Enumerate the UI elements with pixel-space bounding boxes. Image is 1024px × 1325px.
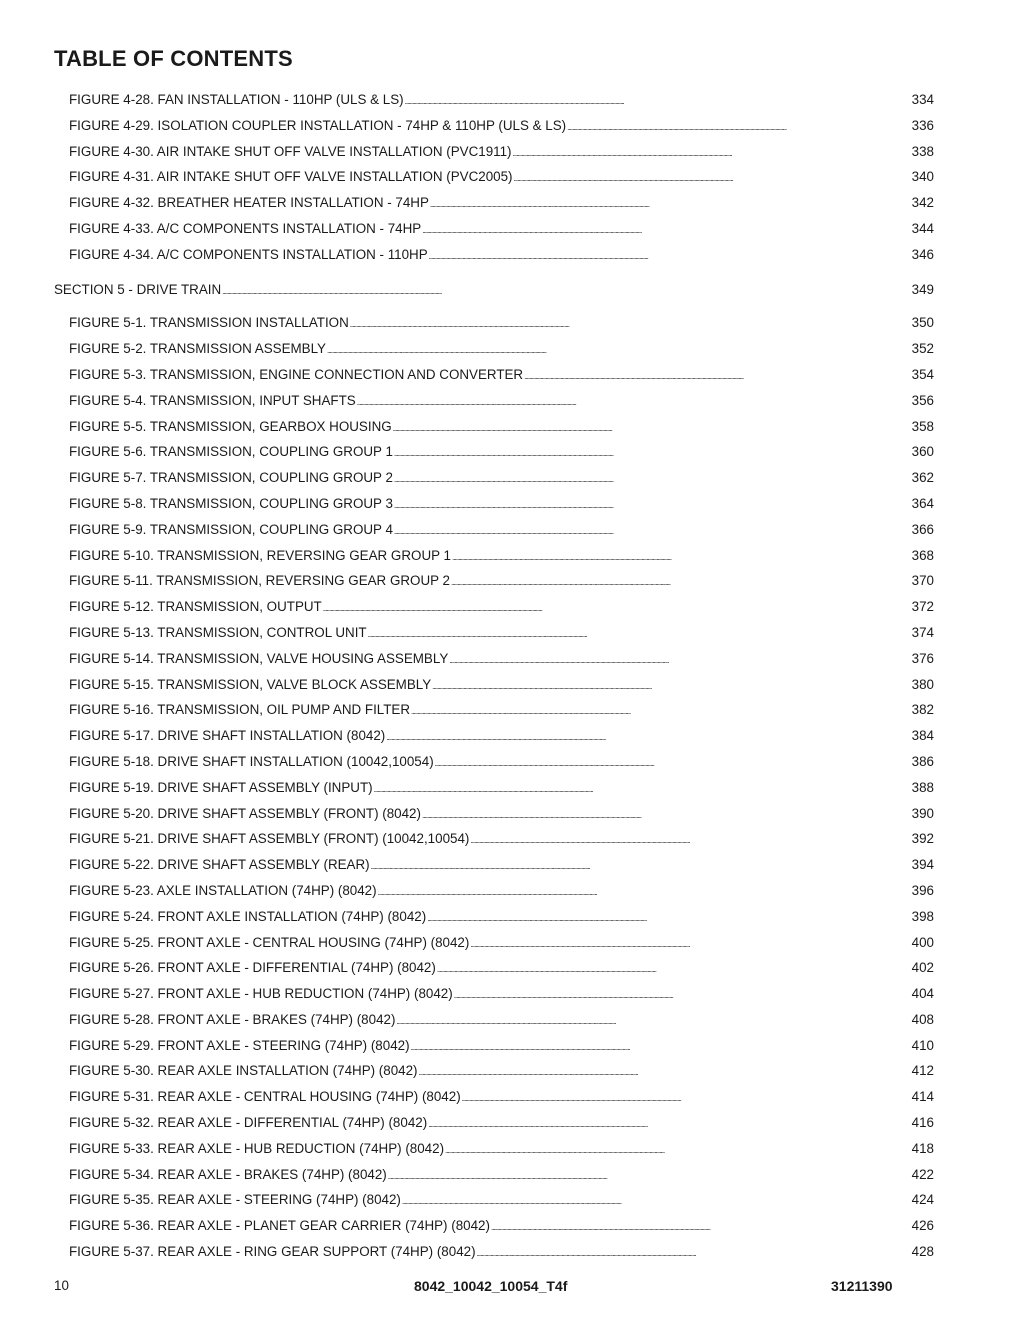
toc-entry-label: FIGURE 5-2. TRANSMISSION ASSEMBLY bbox=[69, 341, 326, 357]
toc-dot-leader bbox=[422, 801, 911, 827]
toc-entry-label: FIGURE 4-33. A/C COMPONENTS INSTALLATION - 74HP bbox=[69, 220, 422, 236]
toc-entry-label: FIGURE 5-31. REAR AXLE - CENTRAL HOUSING (74HP) (8042) bbox=[69, 1089, 461, 1105]
toc-figure-entry[interactable] bbox=[54, 801, 934, 827]
toc-dot-leader bbox=[514, 164, 911, 190]
toc-entry-page: 370 bbox=[911, 573, 934, 589]
toc-dot-leader bbox=[394, 439, 911, 465]
toc-dot-leader bbox=[393, 414, 911, 440]
toc-figure-entry[interactable] bbox=[54, 904, 934, 930]
toc-figure-entry[interactable] bbox=[54, 517, 934, 543]
toc-entry-label: FIGURE 5-23. AXLE INSTALLATION (74HP) (8042) bbox=[69, 882, 377, 898]
toc-figure-entry[interactable] bbox=[54, 775, 934, 801]
toc-dot-leader bbox=[470, 930, 910, 956]
toc-entry-page: 380 bbox=[911, 676, 934, 692]
toc-entry-label: FIGURE 5-32. REAR AXLE - DIFFERENTIAL (74HP) (8042) bbox=[69, 1115, 428, 1131]
toc-dot-leader bbox=[368, 620, 911, 646]
toc-entry-page: 398 bbox=[911, 908, 934, 924]
toc-entry-page: 372 bbox=[911, 599, 934, 615]
toc-figure-entry[interactable] bbox=[54, 439, 934, 465]
toc-entry-label: FIGURE 5-15. TRANSMISSION, VALVE BLOCK ASSEMBLY bbox=[69, 676, 432, 692]
toc-entry-label: FIGURE 5-37. REAR AXLE - RING GEAR SUPPORT (74HP) (8042) bbox=[69, 1244, 476, 1260]
toc-dot-leader bbox=[477, 1239, 911, 1265]
toc-entry-label: FIGURE 5-19. DRIVE SHAFT ASSEMBLY (INPUT) bbox=[69, 779, 373, 795]
toc-dot-leader bbox=[350, 310, 911, 336]
page-title: TABLE OF CONTENTS bbox=[54, 46, 293, 71]
toc-entry-page: 394 bbox=[911, 857, 934, 873]
toc-dot-leader bbox=[411, 1033, 911, 1059]
toc-dot-leader bbox=[470, 826, 910, 852]
toc-entry-page: 384 bbox=[911, 728, 934, 744]
toc-entry-label: FIGURE 5-4. TRANSMISSION, INPUT SHAFTS bbox=[69, 392, 356, 408]
toc-figure-entry[interactable] bbox=[54, 543, 934, 569]
toc-entry-label: FIGURE 5-10. TRANSMISSION, REVERSING GEAR GROUP 1 bbox=[69, 547, 451, 563]
toc-figure-entry[interactable] bbox=[54, 1213, 934, 1239]
toc-figure-entry[interactable] bbox=[54, 465, 934, 491]
toc-entry-page: 376 bbox=[911, 650, 934, 666]
toc-entry-label: FIGURE 5-17. DRIVE SHAFT INSTALLATION (8042) bbox=[69, 728, 386, 744]
toc-dot-leader bbox=[428, 1110, 910, 1136]
toc-dot-leader bbox=[427, 904, 910, 930]
toc-entry-page: 396 bbox=[911, 882, 934, 898]
toc-dot-leader bbox=[411, 697, 911, 723]
toc-figure-entry[interactable] bbox=[54, 310, 934, 336]
toc-entry-label: FIGURE 5-14. TRANSMISSION, VALVE HOUSING ASSEMBLY bbox=[69, 650, 449, 666]
toc-dot-leader bbox=[429, 242, 911, 268]
footer-doc-code: 31211390 bbox=[831, 1278, 893, 1294]
footer-page-number: 10 bbox=[54, 1278, 69, 1293]
toc-figure-entry[interactable] bbox=[54, 242, 934, 268]
toc-entry-label: FIGURE 5-27. FRONT AXLE - HUB REDUCTION (74HP) (8042) bbox=[69, 986, 453, 1002]
toc-entry-label: FIGURE 5-33. REAR AXLE - HUB REDUCTION (74HP) (8042) bbox=[69, 1140, 445, 1156]
toc-figure-entry[interactable] bbox=[54, 852, 934, 878]
toc-entry-label: FIGURE 4-28. FAN INSTALLATION - 110HP (ULS & LS) bbox=[69, 92, 404, 107]
toc-entry-label: FIGURE 5-21. DRIVE SHAFT ASSEMBLY (FRONT) (10042,10054) bbox=[69, 831, 470, 847]
toc-figure-entry[interactable] bbox=[54, 113, 934, 139]
toc-entry-page: 344 bbox=[911, 220, 934, 236]
toc-entry-page: 426 bbox=[911, 1218, 934, 1234]
toc-dot-leader bbox=[451, 568, 911, 594]
toc-dot-leader bbox=[357, 388, 911, 414]
toc-figure-entry[interactable] bbox=[54, 1239, 934, 1265]
toc-figure-entry[interactable] bbox=[54, 388, 934, 414]
toc-entry-label: FIGURE 5-28. FRONT AXLE - BRAKES (74HP) (8042) bbox=[69, 1011, 396, 1027]
toc-entry-label: FIGURE 5-16. TRANSMISSION, OIL PUMP AND FILTER bbox=[69, 702, 411, 718]
toc-figure-entry[interactable] bbox=[54, 620, 934, 646]
toc-dot-leader bbox=[378, 878, 911, 904]
toc-entry-page: 360 bbox=[911, 444, 934, 460]
toc-dot-leader bbox=[445, 1136, 911, 1162]
toc-dot-leader bbox=[402, 1187, 911, 1213]
toc-entry-page: 386 bbox=[911, 753, 934, 769]
toc-figure-entry[interactable] bbox=[54, 878, 934, 904]
toc-figure-entry[interactable] bbox=[54, 594, 934, 620]
toc-entry-page: 390 bbox=[911, 805, 934, 821]
toc-figure-entry[interactable] bbox=[54, 955, 934, 981]
toc-entry-page: 374 bbox=[911, 624, 934, 640]
toc-entry-page: 340 bbox=[911, 169, 934, 185]
toc-entry-label: FIGURE 4-34. A/C COMPONENTS INSTALLATION - 110HP bbox=[69, 246, 428, 262]
toc-figure-entry[interactable] bbox=[54, 1187, 934, 1213]
toc-entry-label: FIGURE 5-13. TRANSMISSION, CONTROL UNIT bbox=[69, 624, 367, 640]
toc-entry-page: 410 bbox=[911, 1037, 934, 1053]
toc-figure-entry[interactable] bbox=[54, 216, 934, 242]
toc-entry-page: 366 bbox=[911, 521, 934, 537]
toc-dot-leader bbox=[567, 113, 911, 139]
toc-dot-leader bbox=[323, 594, 911, 620]
toc-section-entry[interactable] bbox=[54, 277, 934, 303]
toc-entry-label: FIGURE 5-29. FRONT AXLE - STEERING (74HP) (8042) bbox=[69, 1037, 410, 1053]
toc-entry-label: FIGURE 5-9. TRANSMISSION, COUPLING GROUP 4 bbox=[69, 521, 393, 537]
toc-figure-entry[interactable] bbox=[54, 981, 934, 1007]
toc-entry-label: FIGURE 5-11. TRANSMISSION, REVERSING GEAR GROUP 2 bbox=[69, 573, 450, 589]
toc-entry-label: FIGURE 5-6. TRANSMISSION, COUPLING GROUP 1 bbox=[69, 444, 393, 460]
toc-entry-label: FIGURE 5-36. REAR AXLE - PLANET GEAR CARRIER (74HP) (8042) bbox=[69, 1218, 490, 1234]
toc-entry-page: 404 bbox=[911, 986, 934, 1002]
toc-figure-entry[interactable] bbox=[54, 491, 934, 517]
toc-entry-page: 358 bbox=[911, 418, 934, 434]
toc-list bbox=[54, 87, 934, 1265]
toc-entry-page: 428 bbox=[911, 1244, 934, 1260]
toc-figure-entry[interactable] bbox=[54, 697, 934, 723]
toc-dot-leader bbox=[513, 139, 911, 165]
toc-entry-page: 346 bbox=[911, 246, 934, 262]
toc-entry-page: 388 bbox=[911, 779, 934, 795]
toc-entry-page: 416 bbox=[911, 1115, 934, 1131]
toc-entry-page: 349 bbox=[911, 281, 934, 297]
toc-dot-leader bbox=[491, 1213, 911, 1239]
toc-figure-entry[interactable] bbox=[54, 1033, 934, 1059]
toc-entry-page: 356 bbox=[911, 392, 934, 408]
toc-dot-leader bbox=[327, 336, 911, 362]
toc-entry-page: 336 bbox=[911, 117, 934, 133]
toc-figure-entry[interactable] bbox=[54, 749, 934, 775]
toc-figure-entry[interactable] bbox=[54, 414, 934, 440]
toc-figure-entry[interactable] bbox=[54, 1162, 934, 1188]
toc-figure-entry[interactable] bbox=[54, 1084, 934, 1110]
toc-dot-leader bbox=[419, 1058, 911, 1084]
toc-figure-entry[interactable] bbox=[54, 190, 934, 216]
toc-dot-leader bbox=[452, 543, 911, 569]
toc-entry-label: FIGURE 5-26. FRONT AXLE - DIFFERENTIAL (74HP) (8042) bbox=[69, 960, 436, 976]
toc-dot-leader bbox=[388, 1162, 911, 1188]
toc-figure-entry[interactable] bbox=[54, 1110, 934, 1136]
toc-dot-leader bbox=[386, 723, 910, 749]
toc-entry-page: 424 bbox=[911, 1192, 934, 1208]
toc-dot-leader bbox=[462, 1084, 911, 1110]
toc-figure-entry[interactable] bbox=[54, 139, 934, 165]
toc-figure-entry[interactable] bbox=[54, 672, 934, 698]
toc-entry-page: 342 bbox=[911, 195, 934, 211]
toc-entry-page: 338 bbox=[911, 143, 934, 159]
toc-entry-page: 400 bbox=[911, 934, 934, 950]
toc-entry-label: FIGURE 5-25. FRONT AXLE - CENTRAL HOUSING (74HP) (8042) bbox=[69, 934, 470, 950]
toc-entry-page: 350 bbox=[911, 315, 934, 331]
toc-entry-label: FIGURE 4-32. BREATHER HEATER INSTALLATION - 74HP bbox=[69, 195, 429, 211]
toc-entry-page: 368 bbox=[911, 547, 934, 563]
toc-dot-leader bbox=[432, 672, 911, 698]
toc-figure-entry[interactable] bbox=[54, 362, 934, 388]
toc-entry-page: 334 bbox=[911, 92, 934, 107]
toc-figure-entry[interactable] bbox=[54, 723, 934, 749]
toc-dot-leader bbox=[524, 362, 911, 388]
toc-dot-leader bbox=[454, 981, 911, 1007]
toc-entry-label: FIGURE 5-5. TRANSMISSION, GEARBOX HOUSING bbox=[69, 418, 392, 434]
toc-figure-entry[interactable] bbox=[54, 568, 934, 594]
toc-dot-leader bbox=[405, 87, 911, 113]
toc-figure-entry[interactable] bbox=[54, 826, 934, 852]
toc-dot-leader bbox=[394, 465, 911, 491]
toc-entry-label: FIGURE 4-31. AIR INTAKE SHUT OFF VALVE INSTALLATION (PVC2005) bbox=[69, 169, 513, 185]
toc-entry-page: 382 bbox=[911, 702, 934, 718]
toc-figure-entry[interactable] bbox=[54, 1007, 934, 1033]
toc-entry-label: FIGURE 5-22. DRIVE SHAFT ASSEMBLY (REAR) bbox=[69, 857, 370, 873]
toc-figure-entry[interactable] bbox=[54, 1136, 934, 1162]
toc-entry-page: 408 bbox=[911, 1011, 934, 1027]
toc-entry-page: 418 bbox=[911, 1140, 934, 1156]
toc-figure-entry[interactable] bbox=[54, 930, 934, 956]
toc-entry-label: FIGURE 5-24. FRONT AXLE INSTALLATION (74HP) (8042) bbox=[69, 908, 427, 924]
toc-figure-entry[interactable] bbox=[54, 164, 934, 190]
toc-entry-label: FIGURE 5-18. DRIVE SHAFT INSTALLATION (10042,10054) bbox=[69, 753, 434, 769]
toc-dot-leader bbox=[394, 491, 911, 517]
toc-entry-page: 364 bbox=[911, 495, 934, 511]
toc-entry-label: FIGURE 5-7. TRANSMISSION, COUPLING GROUP 2 bbox=[69, 470, 393, 486]
toc-entry-page: 362 bbox=[911, 470, 934, 486]
toc-dot-leader bbox=[396, 1007, 910, 1033]
toc-entry-label: FIGURE 5-12. TRANSMISSION, OUTPUT bbox=[69, 599, 322, 615]
toc-entry-label: FIGURE 5-35. REAR AXLE - STEERING (74HP) (8042) bbox=[69, 1192, 401, 1208]
toc-dot-leader bbox=[371, 852, 911, 878]
toc-dot-leader bbox=[394, 517, 911, 543]
toc-entry-label: FIGURE 5-20. DRIVE SHAFT ASSEMBLY (FRONT) (8042) bbox=[69, 805, 421, 821]
toc-entry-page: 354 bbox=[911, 366, 934, 382]
toc-entry-label: SECTION 5 - DRIVE TRAIN bbox=[54, 281, 222, 297]
toc-figure-entry[interactable] bbox=[54, 646, 934, 672]
toc-dot-leader bbox=[374, 775, 911, 801]
toc-dot-leader bbox=[435, 749, 911, 775]
toc-entry-page: 422 bbox=[911, 1166, 934, 1182]
toc-dot-leader bbox=[222, 277, 910, 303]
toc-figure-entry[interactable] bbox=[54, 336, 934, 362]
toc-entry-label: FIGURE 5-1. TRANSMISSION INSTALLATION bbox=[69, 315, 349, 331]
toc-figure-entry[interactable] bbox=[54, 1058, 934, 1084]
toc-entry-label: FIGURE 4-30. AIR INTAKE SHUT OFF VALVE INSTALLATION (PVC1911) bbox=[69, 143, 512, 159]
toc-entry-page: 352 bbox=[911, 341, 934, 357]
toc-entry-label: FIGURE 4-29. ISOLATION COUPLER INSTALLATION - 74HP & 110HP (ULS & LS) bbox=[69, 117, 567, 133]
toc-entry-label: FIGURE 5-30. REAR AXLE INSTALLATION (74HP) (8042) bbox=[69, 1063, 418, 1079]
toc-entry-label: FIGURE 5-8. TRANSMISSION, COUPLING GROUP 3 bbox=[69, 495, 393, 511]
toc-entry-label: FIGURE 5-34. REAR AXLE - BRAKES (74HP) (8042) bbox=[69, 1166, 387, 1182]
toc-dot-leader bbox=[422, 216, 910, 242]
footer-doc-name: 8042_10042_10054_T4f bbox=[414, 1278, 568, 1294]
toc-entry-page: 402 bbox=[911, 960, 934, 976]
toc-entry-page: 392 bbox=[911, 831, 934, 847]
toc-entry-label: FIGURE 5-3. TRANSMISSION, ENGINE CONNECTION AND CONVERTER bbox=[69, 366, 524, 382]
toc-entry-page: 412 bbox=[911, 1063, 934, 1079]
toc-entry-page: 414 bbox=[911, 1089, 934, 1105]
toc-dot-leader bbox=[430, 190, 911, 216]
toc-dot-leader bbox=[449, 646, 910, 672]
toc-dot-leader bbox=[437, 955, 911, 981]
toc-figure-entry[interactable] bbox=[54, 87, 934, 113]
